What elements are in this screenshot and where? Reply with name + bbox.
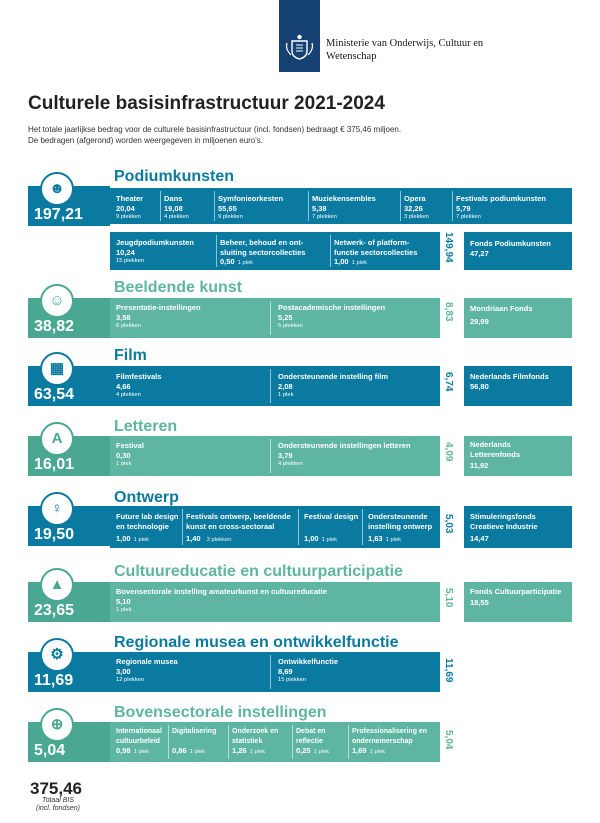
divider [168, 725, 169, 759]
cell-muziekensembles: Muziekensembles 5,38 7 plekken [312, 194, 376, 220]
cell-festivals-ontwerp: Festivals ontwerp, beeldende kunst en cross-sectoraal 1,40 3 plekken [186, 512, 291, 543]
cell-ontwikkelfunctie: Ontwikkelfunctie 8,69 15 plekken [278, 657, 339, 683]
section-title-podiumkunsten: Podiumkunsten [114, 168, 235, 185]
cell-theater: Theater 20,04 9 plekken [116, 194, 144, 220]
section-total: 16,01 [34, 456, 75, 473]
subtotal-ontwerp: 5,03 [443, 514, 454, 534]
grand-total: 375,46 [30, 779, 82, 798]
cell-symfonieorkesten: Symfonieorkesten 55,65 9 plekken [218, 194, 284, 220]
ministry-name: Ministerie van Onderwijs, Cultuur en Wetenschap [326, 38, 484, 62]
subtotal-letteren: 4,09 [443, 442, 454, 462]
cell-beheer-behoud: Beheer, behoud en ont- sluiting sectorcollecties 0,50 1 plek [220, 238, 306, 266]
cell-ondersteunende-ontwerp: Ondersteunende instelling ontwerp 1,63 1 plek [368, 512, 433, 543]
lightbulb-icon: ♀ [40, 492, 74, 526]
section-total: 11,69 [34, 672, 74, 689]
divider [400, 191, 401, 221]
section-total: 197,21 [34, 206, 83, 223]
cell-presentatie-instellingen: Presentatie-instellingen 3,58 6 plekken [116, 303, 201, 329]
fund-podiumkunsten: Fonds Podiumkunsten 47,27 [470, 239, 551, 258]
section-title-regionale-musea: Regionale musea en ontwikkelfunctie [114, 634, 399, 651]
section-title-bovensectorale: Bovensectorale instellingen [114, 704, 327, 721]
divider [298, 509, 299, 545]
cell-festival-design: Festival design 1,00 1 plek [304, 512, 359, 543]
cell-onderzoek-statistiek: Onderzoek en statistiek 1,26 1 plek [232, 728, 279, 755]
cell-digitalisering: Digitalisering 0,86 1 plek [172, 728, 217, 755]
subtotal-regionale-musea: 11,69 [443, 658, 454, 683]
section-total: 38,82 [34, 318, 75, 335]
subtotal-podiumkunsten: 149,94 [443, 232, 454, 263]
section-title-cultuureducatie: Cultuureducatie en cultuurparticipatie [114, 563, 403, 580]
gears-icon: ⚙ [40, 638, 74, 672]
cell-dans: Dans 19,08 4 plekken [164, 194, 189, 220]
cell-internationaal-cultuurbeleid: Internationaal cultuurbeleid 0,98 1 plek [116, 728, 162, 755]
divider [214, 191, 215, 221]
person-icon: ☺ [40, 284, 74, 318]
coat-of-arms-icon [284, 33, 315, 61]
cell-debat-reflectie: Debat en reflectie 0,25 1 plek [296, 728, 330, 755]
cell-postacademische-instellingen: Postacademische instellingen 5,25 5 plekken [278, 303, 386, 329]
subtotal-cultuureducatie: 5,10 [443, 588, 454, 608]
divider [348, 725, 349, 759]
subtotal-bovensectorale: 5,04 [443, 730, 454, 750]
divider [452, 191, 453, 221]
section-title-film: Film [114, 347, 147, 364]
fund-cultuurparticipatie: Fonds Cultuurparticipatie 18,55 [470, 587, 562, 607]
subtotal-beeldende-kunst: 8,83 [443, 302, 454, 322]
fund-filmfonds: Nederlands Filmfonds 56,80 [470, 372, 549, 391]
intro-text: Het totale jaarlijkse bedrag voor de culturele basisinfrastructuur (incl. fondsen) bedraagt € 375,46 miljoen. De bedragen (afgerond) worden weergegeven in miljoenen euro's. [28, 125, 402, 145]
divider [270, 301, 271, 335]
grand-total-label: Totaal BIS (incl. fondsen) [36, 797, 80, 812]
divider [228, 725, 229, 759]
section-total: 19,50 [34, 526, 75, 543]
cell-ondersteunende-letteren: Ondersteunende instellingen letteren 3,79 4 plekken [278, 441, 411, 467]
divider [330, 235, 331, 267]
subtotal-film: 6,74 [443, 372, 454, 392]
cell-jeugdpodiumkunsten: Jeugdpodiumkunsten 10,24 15 plekken [116, 238, 194, 264]
cell-ondersteunende-film: Ondersteunende instelling film 2,08 1 plek [278, 372, 389, 398]
letter-a-icon: A [40, 422, 74, 456]
divider [160, 191, 161, 221]
globe-icon: ⊕ [40, 708, 74, 742]
cell-professionalisering: Professionalisering en ondernemerschap 1,69 1 plek [352, 728, 428, 755]
section-title-ontwerp: Ontwerp [114, 489, 179, 506]
fund-mondriaan: Mondriaan Fonds 29,99 [470, 304, 533, 326]
divider [308, 191, 309, 221]
cell-festival-letteren: Festival 0,30 1 plek [116, 441, 144, 467]
fund-letterenfonds: Nederlands Letterenfonds 11,92 [470, 440, 521, 470]
section-title-beeldende-kunst: Beeldende kunst [114, 279, 243, 296]
cell-bovensectorale-amateurkunst: Bovensectorale instelling amateurkunst en cultuureducatie 5,10 1 plek [116, 587, 327, 613]
cell-festivals-podiumkunsten: Festivals podiumkunsten 5,79 7 plekken [456, 194, 547, 220]
divider [182, 509, 183, 545]
section-total: 23,65 [34, 602, 75, 619]
cell-regionale-musea: Regionale musea 3,00 12 plekken [116, 657, 178, 683]
divider [292, 725, 293, 759]
divider [270, 369, 271, 403]
cell-netwerk-platform: Netwerk- of platform- functie sectorcollecties 1,00 1 plek [334, 238, 418, 266]
section-total: 63,54 [34, 386, 75, 403]
cell-opera: Opera 32,26 3 plekken [404, 194, 429, 220]
cell-filmfestivals: Filmfestivals 4,66 4 plekken [116, 372, 162, 398]
theater-mask-icon: ☻ [40, 172, 74, 206]
divider [362, 509, 363, 545]
divider [216, 235, 217, 267]
film-clapper-icon: ▦ [40, 352, 74, 386]
fund-stimuleringsfonds: Stimuleringsfonds Creatieve Industrie 14,47 [470, 512, 538, 543]
section-total: 5,04 [34, 742, 66, 759]
page-title: Culturele basisinfrastructuur 2021-2024 [28, 93, 385, 114]
divider [270, 655, 271, 689]
cell-future-lab: Future lab design en technologie 1,00 1 plek [116, 512, 179, 543]
graduation-cap-icon: ▲ [40, 568, 74, 602]
section-title-letteren: Letteren [114, 418, 178, 435]
divider [270, 439, 271, 473]
